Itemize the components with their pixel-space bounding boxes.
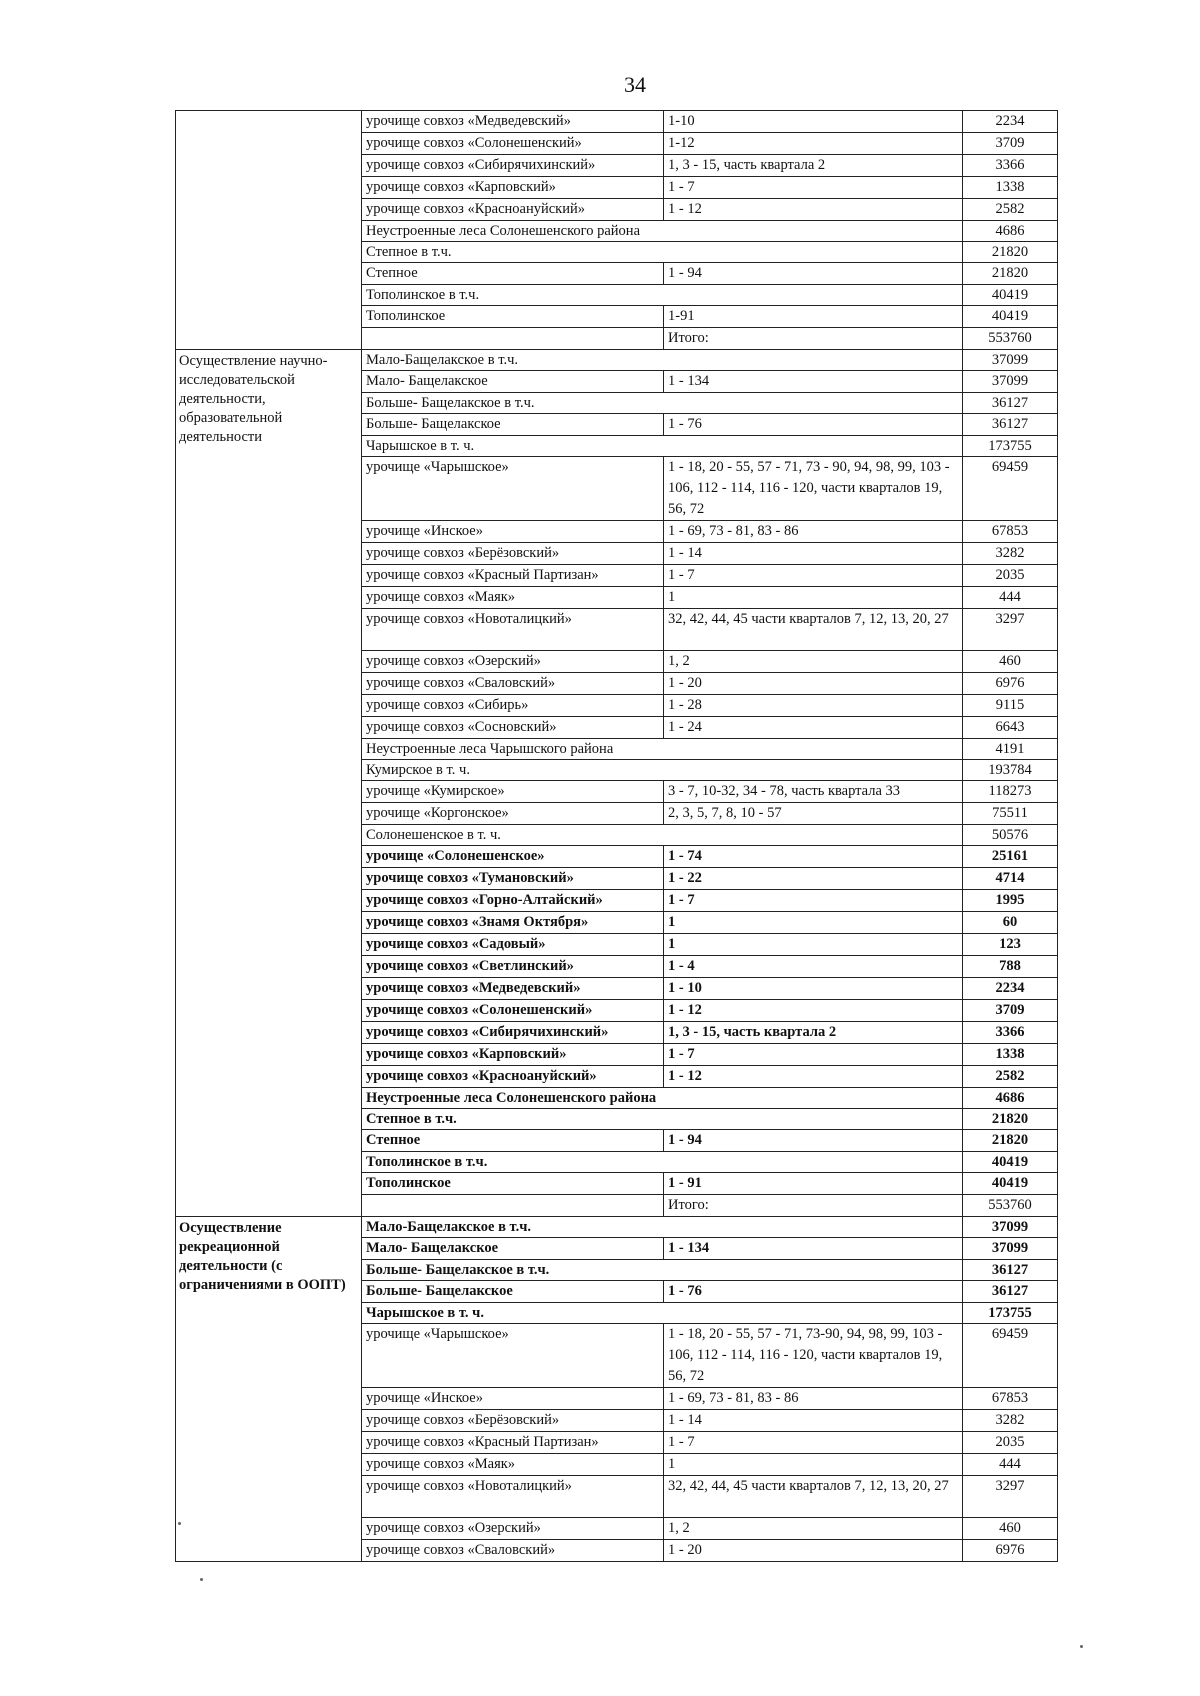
scan-speck [200, 1578, 203, 1581]
forestry-name-cell: урочище совхоз «Красный Партизан» [362, 565, 664, 587]
area-cell: 40419 [963, 285, 1058, 306]
quarters-cell: 1, 2 [664, 651, 963, 673]
forestry-name-cell: урочище совхоз «Красноануйский» [362, 1066, 664, 1088]
forestry-name-cell: урочище совхоз «Тумановский» [362, 868, 664, 890]
forestry-name-cell: Мало- Бащелакское [362, 1238, 664, 1260]
area-cell: 50576 [963, 825, 1058, 846]
quarters-cell: 1 - 7 [664, 890, 963, 912]
forestry-name-cell: Тополинское [362, 1173, 664, 1195]
quarters-cell: 1 - 7 [664, 1044, 963, 1066]
forestry-name-cell: урочище совхоз «Карповский» [362, 1044, 664, 1066]
quarters-cell: 1 [664, 587, 963, 609]
quarters-cell: 1 - 4 [664, 956, 963, 978]
quarters-cell: 1 - 7 [664, 565, 963, 587]
area-cell: 3366 [963, 1022, 1058, 1044]
forestry-name-cell: урочище совхоз «Маяк» [362, 1454, 664, 1476]
forestry-name-cell: урочище «Чарышское» [362, 457, 664, 521]
forestry-name-cell [362, 1195, 664, 1217]
quarters-cell: 32, 42, 44, 45 части кварталов 7, 12, 13, 20, 27 [664, 609, 963, 651]
quarters-cell: 1 [664, 934, 963, 956]
area-cell: 123 [963, 934, 1058, 956]
forestry-name-cell: урочище совхоз «Маяк» [362, 587, 664, 609]
area-cell: 6643 [963, 717, 1058, 739]
quarters-cell: 1 - 12 [664, 199, 963, 221]
forestry-name-cell: урочище совхоз «Новоталицкий» [362, 609, 664, 651]
quarters-cell: 1 - 24 [664, 717, 963, 739]
activity-type-cell [176, 111, 362, 350]
forestry-name-cell: урочище «Солонешенское» [362, 846, 664, 868]
quarters-cell: 1 - 22 [664, 868, 963, 890]
area-cell: 37099 [963, 1238, 1058, 1260]
forestry-name-cell: Мало- Бащелакское [362, 371, 664, 393]
quarters-cell: 1 - 74 [664, 846, 963, 868]
scan-speck [178, 1522, 181, 1525]
forestry-name-cell: Неустроенные леса Солонешенского района [362, 221, 963, 242]
quarters-cell: 1 - 14 [664, 1410, 963, 1432]
forestry-name-cell: Кумирское в т. ч. [362, 760, 963, 781]
forestry-name-cell: Больше- Бащелакское в т.ч. [362, 393, 963, 414]
area-cell: 1338 [963, 1044, 1058, 1066]
forestry-name-cell: урочище совхоз «Карповский» [362, 177, 664, 199]
total-label-cell: Итого: [664, 1195, 963, 1217]
quarters-cell: 1-10 [664, 111, 963, 133]
quarters-cell: 1 - 12 [664, 1000, 963, 1022]
quarters-cell: 1, 2 [664, 1518, 963, 1540]
quarters-cell: 1 [664, 912, 963, 934]
area-cell: 3282 [963, 543, 1058, 565]
area-cell: 4191 [963, 739, 1058, 760]
area-cell: 460 [963, 1518, 1058, 1540]
forestry-name-cell: урочище совхоз «Солонешенский» [362, 1000, 664, 1022]
area-cell: 1338 [963, 177, 1058, 199]
forestry-name-cell: урочище «Коргонское» [362, 803, 664, 825]
forestry-name-cell: урочище совхоз «Озерский» [362, 651, 664, 673]
quarters-cell: 1-12 [664, 133, 963, 155]
quarters-cell: 1 - 20 [664, 1540, 963, 1562]
forestry-name-cell: Больше- Бащелакское в т.ч. [362, 1260, 963, 1281]
forestry-name-cell: урочище совхоз «Берёзовский» [362, 1410, 664, 1432]
forestry-name-cell: Солонешенское в т. ч. [362, 825, 963, 846]
forestry-name-cell: Тополинское [362, 306, 664, 328]
area-cell: 4714 [963, 868, 1058, 890]
quarters-cell: 1-91 [664, 306, 963, 328]
quarters-cell: 1 - 134 [664, 371, 963, 393]
area-cell: 3297 [963, 1476, 1058, 1518]
quarters-cell: 1 - 94 [664, 1130, 963, 1152]
quarters-cell: 1 - 69, 73 - 81, 83 - 86 [664, 521, 963, 543]
forestry-name-cell: урочище совхоз «Сибирь» [362, 695, 664, 717]
area-cell: 1995 [963, 890, 1058, 912]
forestry-name-cell: урочище совхоз «Светлинский» [362, 956, 664, 978]
area-cell: 3297 [963, 609, 1058, 651]
forestry-name-cell: урочище совхоз «Сваловский» [362, 673, 664, 695]
forestry-name-cell: Степное [362, 1130, 664, 1152]
area-cell: 36127 [963, 414, 1058, 436]
area-cell: 37099 [963, 350, 1058, 371]
area-cell: 460 [963, 651, 1058, 673]
quarters-cell: 1 - 7 [664, 1432, 963, 1454]
area-cell: 2035 [963, 565, 1058, 587]
area-cell: 40419 [963, 1173, 1058, 1195]
area-cell: 173755 [963, 436, 1058, 457]
quarters-cell: 1 - 76 [664, 1281, 963, 1303]
quarters-cell: 1 - 18, 20 - 55, 57 - 71, 73-90, 94, 98, 99, 103 - 106, 112 - 114, 116 - 120, части кварталов 19, 56, 72 [664, 1324, 963, 1388]
area-cell: 3366 [963, 155, 1058, 177]
forestry-name-cell: урочище совхоз «Садовый» [362, 934, 664, 956]
quarters-cell: 2, 3, 5, 7, 8, 10 - 57 [664, 803, 963, 825]
forestry-name-cell: Больше- Бащелакское [362, 414, 664, 436]
quarters-cell: 1 - 14 [664, 543, 963, 565]
area-cell: 2582 [963, 1066, 1058, 1088]
quarters-cell: 1, 3 - 15, часть квартала 2 [664, 155, 963, 177]
area-cell: 788 [963, 956, 1058, 978]
area-cell: 9115 [963, 695, 1058, 717]
quarters-cell: 3 - 7, 10-32, 34 - 78, часть квартала 33 [664, 781, 963, 803]
area-cell: 37099 [963, 371, 1058, 393]
forestry-name-cell: Больше- Бащелакское [362, 1281, 664, 1303]
area-cell: 2234 [963, 978, 1058, 1000]
area-cell: 118273 [963, 781, 1058, 803]
area-cell: 3282 [963, 1410, 1058, 1432]
forestry-name-cell [362, 328, 664, 350]
quarters-cell: 1 - 20 [664, 673, 963, 695]
area-cell: 553760 [963, 1195, 1058, 1217]
area-cell: 36127 [963, 393, 1058, 414]
area-cell: 553760 [963, 328, 1058, 350]
forestry-name-cell: урочище совхоз «Медведевский» [362, 978, 664, 1000]
forestry-name-cell: Степное в т.ч. [362, 1109, 963, 1130]
quarters-cell: 1 - 18, 20 - 55, 57 - 71, 73 - 90, 94, 98, 99, 103 - 106, 112 - 114, 116 - 120, части кварталов 19, 56, 72 [664, 457, 963, 521]
quarters-cell: 1 [664, 1454, 963, 1476]
forestry-name-cell: Тополинское в т.ч. [362, 1152, 963, 1173]
area-cell: 21820 [963, 1109, 1058, 1130]
forestry-name-cell: урочище совхоз «Новоталицкий» [362, 1476, 664, 1518]
area-cell: 67853 [963, 1388, 1058, 1410]
quarters-cell: 1 - 91 [664, 1173, 963, 1195]
area-cell: 4686 [963, 221, 1058, 242]
activity-type-cell: Осуществление научно-исследовательской деятельности, образовательной деятельности [176, 350, 362, 1217]
forestry-name-cell: урочище совхоз «Сибирячихинский» [362, 155, 664, 177]
area-cell: 75511 [963, 803, 1058, 825]
area-cell: 2035 [963, 1432, 1058, 1454]
forestry-name-cell: урочище совхоз «Озерский» [362, 1518, 664, 1540]
scan-speck [1080, 1645, 1083, 1648]
area-cell: 36127 [963, 1281, 1058, 1303]
forestry-name-cell: урочище совхоз «Берёзовский» [362, 543, 664, 565]
area-cell: 6976 [963, 673, 1058, 695]
table-row [176, 1217, 1058, 1238]
forestry-name-cell: урочище совхоз «Красноануйский» [362, 199, 664, 221]
quarters-cell: 1 - 134 [664, 1238, 963, 1260]
forestry-name-cell: урочище «Инское» [362, 1388, 664, 1410]
area-cell: 60 [963, 912, 1058, 934]
forestry-name-cell: урочище «Кумирское» [362, 781, 664, 803]
forest-areas-table [175, 110, 1058, 1562]
table-row [176, 111, 1058, 133]
forestry-name-cell: урочище совхоз «Красный Партизан» [362, 1432, 664, 1454]
page-number: 34 [624, 72, 646, 97]
forestry-name-cell: урочище совхоз «Сосновский» [362, 717, 664, 739]
forestry-name-cell: Мало-Бащелакское в т.ч. [362, 1217, 963, 1238]
quarters-cell: 1 - 7 [664, 177, 963, 199]
quarters-cell: 32, 42, 44, 45 части кварталов 7, 12, 13, 20, 27 [664, 1476, 963, 1518]
forestry-name-cell: урочище «Инское» [362, 521, 664, 543]
forestry-name-cell: Чарышское в т. ч. [362, 436, 963, 457]
quarters-cell: 1 - 12 [664, 1066, 963, 1088]
quarters-cell: 1 - 76 [664, 414, 963, 436]
area-cell: 40419 [963, 1152, 1058, 1173]
quarters-cell: 1, 3 - 15, часть квартала 2 [664, 1022, 963, 1044]
area-cell: 36127 [963, 1260, 1058, 1281]
forestry-name-cell: Тополинское в т.ч. [362, 285, 963, 306]
table-body [176, 111, 1058, 1562]
quarters-cell: 1 - 10 [664, 978, 963, 1000]
forestry-name-cell: урочище совхоз «Солонешенский» [362, 133, 664, 155]
area-cell: 2234 [963, 111, 1058, 133]
activity-type-cell: Осуществление рекреационной деятельности (с ограничениями в ООПТ) [176, 1217, 362, 1562]
forestry-name-cell: Неустроенные леса Чарышского района [362, 739, 963, 760]
area-cell: 21820 [963, 263, 1058, 285]
area-cell: 25161 [963, 846, 1058, 868]
forestry-name-cell: урочище совхоз «Горно-Алтайский» [362, 890, 664, 912]
forestry-name-cell: урочище совхоз «Сваловский» [362, 1540, 664, 1562]
area-cell: 3709 [963, 1000, 1058, 1022]
area-cell: 69459 [963, 457, 1058, 521]
area-cell: 21820 [963, 1130, 1058, 1152]
area-cell: 173755 [963, 1303, 1058, 1324]
forestry-name-cell: Степное в т.ч. [362, 242, 963, 263]
area-cell: 444 [963, 587, 1058, 609]
total-label-cell: Итого: [664, 328, 963, 350]
forestry-name-cell: урочище «Чарышское» [362, 1324, 664, 1388]
table-row [176, 350, 1058, 371]
area-cell: 193784 [963, 760, 1058, 781]
area-cell: 6976 [963, 1540, 1058, 1562]
quarters-cell: 1 - 69, 73 - 81, 83 - 86 [664, 1388, 963, 1410]
forestry-name-cell: Мало-Бащелакское в т.ч. [362, 350, 963, 371]
quarters-cell: 1 - 94 [664, 263, 963, 285]
area-cell: 4686 [963, 1088, 1058, 1109]
area-cell: 21820 [963, 242, 1058, 263]
forestry-name-cell: урочище совхоз «Знамя Октября» [362, 912, 664, 934]
area-cell: 69459 [963, 1324, 1058, 1388]
area-cell: 40419 [963, 306, 1058, 328]
area-cell: 67853 [963, 521, 1058, 543]
quarters-cell: 1 - 28 [664, 695, 963, 717]
area-cell: 2582 [963, 199, 1058, 221]
area-cell: 444 [963, 1454, 1058, 1476]
forestry-name-cell: Чарышское в т. ч. [362, 1303, 963, 1324]
forestry-name-cell: урочище совхоз «Медведевский» [362, 111, 664, 133]
area-cell: 37099 [963, 1217, 1058, 1238]
forestry-name-cell: Степное [362, 263, 664, 285]
forestry-name-cell: урочище совхоз «Сибирячихинский» [362, 1022, 664, 1044]
area-cell: 3709 [963, 133, 1058, 155]
forestry-name-cell: Неустроенные леса Солонешенского района [362, 1088, 963, 1109]
